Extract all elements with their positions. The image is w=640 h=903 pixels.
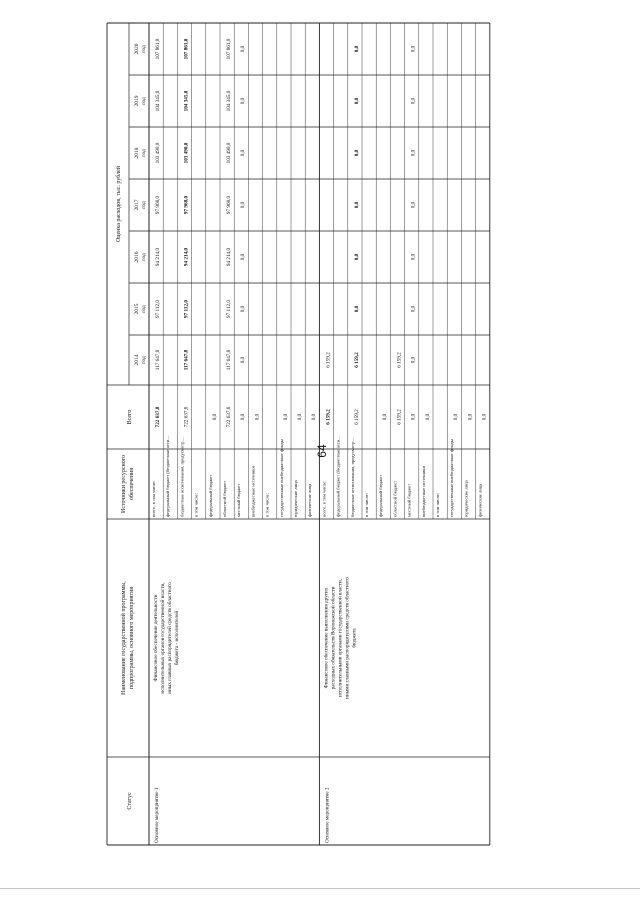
source-label: физические лица — [307, 483, 313, 517]
total-value: 0,0 — [410, 413, 417, 421]
source-label: в том числе: — [193, 493, 199, 517]
row-name-line: Финансовое обеспечение деятельности — [153, 594, 159, 682]
table-body — [107, 23, 490, 845]
source-label: федеральный бюджет — [378, 474, 384, 517]
year-value: 97 112,0 — [226, 300, 232, 318]
row-name-line: бюджета — [351, 628, 358, 648]
source-label: внебюджетные источники — [420, 466, 426, 517]
year-value: 97 968,0 — [183, 195, 190, 215]
year-value: 0,0 — [240, 356, 247, 364]
total-value: 0,0 — [211, 413, 218, 421]
year-value: 97 968,0 — [155, 195, 161, 215]
year-value: 103 490,0 — [183, 142, 190, 164]
year-value: 97 968,0 — [226, 195, 232, 215]
header-year-unit: год — [141, 253, 147, 261]
year-value: 0,0 — [353, 149, 360, 157]
header-status: Статус — [127, 792, 133, 810]
header-year-unit: год — [141, 356, 147, 364]
header-name-line: подпрограммы, основного мероприятия — [129, 586, 135, 690]
header-year: 2018 — [134, 147, 140, 159]
header-year-unit: год — [141, 305, 147, 313]
total-value: 0,0 — [382, 413, 389, 421]
header-year: 2014 — [134, 354, 140, 366]
year-value: 117 647,8 — [226, 349, 232, 371]
source-label: федеральный бюджет (бюджетные асси… — [165, 435, 171, 517]
total-value: 0,0 — [453, 413, 460, 421]
header-year: 2020 — [134, 43, 140, 55]
bottom-rule — [0, 888, 640, 889]
year-value: 0,0 — [240, 149, 247, 157]
year-value: 0,0 — [240, 253, 247, 261]
header-source-line: Источники ресурсного — [121, 454, 127, 514]
header-estimate: Оценка расходов, тыс. рублей — [116, 165, 122, 243]
total-value: 0,0 — [254, 413, 261, 421]
year-value: 0,0 — [353, 201, 360, 209]
header-source-line: обеспечения — [129, 467, 135, 501]
year-value: 117 647,8 — [183, 349, 190, 371]
year-value: 0,0 — [240, 201, 247, 209]
year-value: 6 159,2 — [353, 352, 360, 368]
total-value: 6 159,2 — [325, 409, 332, 425]
source-label: областной бюджет — [392, 480, 398, 517]
total-value: 0,0 — [282, 413, 289, 421]
source-label: бюджетные ассигнования, предусмотр… — [349, 437, 355, 517]
header-year: 2017 — [134, 199, 140, 211]
year-value: 94 214,0 — [226, 247, 232, 267]
year-value: 97 112,0 — [155, 300, 161, 318]
row-status: Основное мероприятие 1 — [154, 787, 160, 843]
total-value: 722 637,8 — [183, 406, 190, 428]
total-value: 722 637,8 — [226, 406, 232, 428]
row-name-line: исполнительными органами государственной власти, — [337, 579, 344, 697]
year-value: 97 112,0 — [183, 300, 190, 318]
source-label: государственные внебюджетные фонды — [278, 439, 284, 517]
year-value: 0,0 — [410, 201, 417, 209]
year-value: 104 345,0 — [183, 90, 190, 112]
total-value: 6 159,2 — [353, 409, 360, 425]
header-year: 2016 — [134, 251, 140, 263]
header-year-unit: год — [141, 97, 147, 105]
source-label: местный бюджет — [236, 483, 242, 517]
year-value: 6 159,2 — [396, 352, 403, 368]
header-year-unit: год — [141, 149, 147, 157]
page-number: 64 — [315, 444, 329, 458]
source-label: в том числе: — [264, 493, 270, 517]
source-label: физические лица — [477, 483, 483, 517]
row-status: Основное мероприятие 2 — [324, 787, 331, 843]
header-year: 2015 — [134, 303, 140, 315]
row-name-line: бюджета - исполнителей — [174, 610, 180, 666]
year-value: 0,0 — [410, 149, 417, 157]
source-label: юридические лица — [293, 480, 298, 517]
year-value: 0,0 — [353, 305, 360, 313]
year-value: 107 861,0 — [183, 38, 190, 60]
year-value: 107 861,0 — [226, 38, 232, 60]
total-value: 0,0 — [240, 413, 247, 421]
row-name-line: исполнительных органов государственной власти, — [160, 582, 166, 694]
year-value: 0,0 — [353, 253, 360, 261]
total-value: 0,0 — [311, 413, 318, 421]
row-name-line: иных главных распорядителей средств областного — [167, 582, 173, 694]
source-label: в том числе: — [364, 493, 369, 517]
year-value: 103 490,0 — [155, 142, 161, 164]
total-value: 0,0 — [424, 413, 431, 421]
total-value: 0,0 — [297, 413, 303, 421]
total-value: 0,0 — [467, 413, 474, 421]
year-value: 0,0 — [353, 97, 360, 105]
year-value: 94 214,0 — [183, 247, 190, 267]
row-name-line: расходных обязательств Воронежской области — [330, 586, 337, 690]
source-label: всего, в том числе: — [151, 480, 156, 517]
year-value: 0,0 — [410, 253, 417, 261]
source-label: государственные внебюджетные фонды — [449, 439, 455, 517]
source-label: областной бюджет — [222, 480, 227, 517]
year-value: 103 490,0 — [226, 142, 232, 164]
year-value: 0,0 — [410, 356, 417, 364]
total-value: 6 159,2 — [396, 409, 403, 425]
source-label: юридические лица — [463, 480, 469, 517]
source-label: федеральный бюджет — [207, 474, 213, 517]
year-value: 6 159,2 — [325, 352, 332, 368]
total-value: 722 637,8 — [155, 406, 161, 428]
year-value: 0,0 — [240, 305, 247, 313]
header-year: 2019 — [134, 95, 140, 107]
header-year-unit: год — [141, 201, 147, 209]
year-value: 0,0 — [410, 45, 417, 53]
year-value: 0,0 — [240, 45, 247, 53]
source-label: бюджетные ассигнования, предусмотр… — [179, 437, 185, 517]
source-label: внебюджетные источники — [250, 466, 256, 517]
year-value: 117 647,8 — [155, 349, 161, 371]
source-label: федеральный бюджет (бюджетные асси… — [335, 435, 341, 517]
header-year-unit: год — [141, 45, 147, 53]
year-value: 0,0 — [410, 97, 417, 105]
header-name-line: Наименование государственной программы, — [121, 581, 127, 695]
header-total: Всего — [127, 409, 133, 425]
total-value: 0,0 — [481, 413, 488, 421]
row-name-line: Финансовое обеспечение выполнения других — [323, 587, 330, 689]
year-value: 0,0 — [410, 305, 417, 313]
source-label: всего, в том числе: — [321, 480, 327, 517]
year-value: 104 345,0 — [155, 90, 161, 112]
year-value: 0,0 — [240, 97, 247, 105]
source-label: в том числе: — [435, 493, 440, 517]
year-value: 0,0 — [353, 45, 360, 53]
year-value: 94 214,0 — [155, 247, 161, 267]
year-value: 107 861,0 — [155, 38, 161, 60]
row-name-line: иными главными распорядителями средств областного — [344, 577, 351, 699]
source-label: местный бюджет — [406, 483, 412, 517]
year-value: 104 345,0 — [226, 90, 232, 112]
